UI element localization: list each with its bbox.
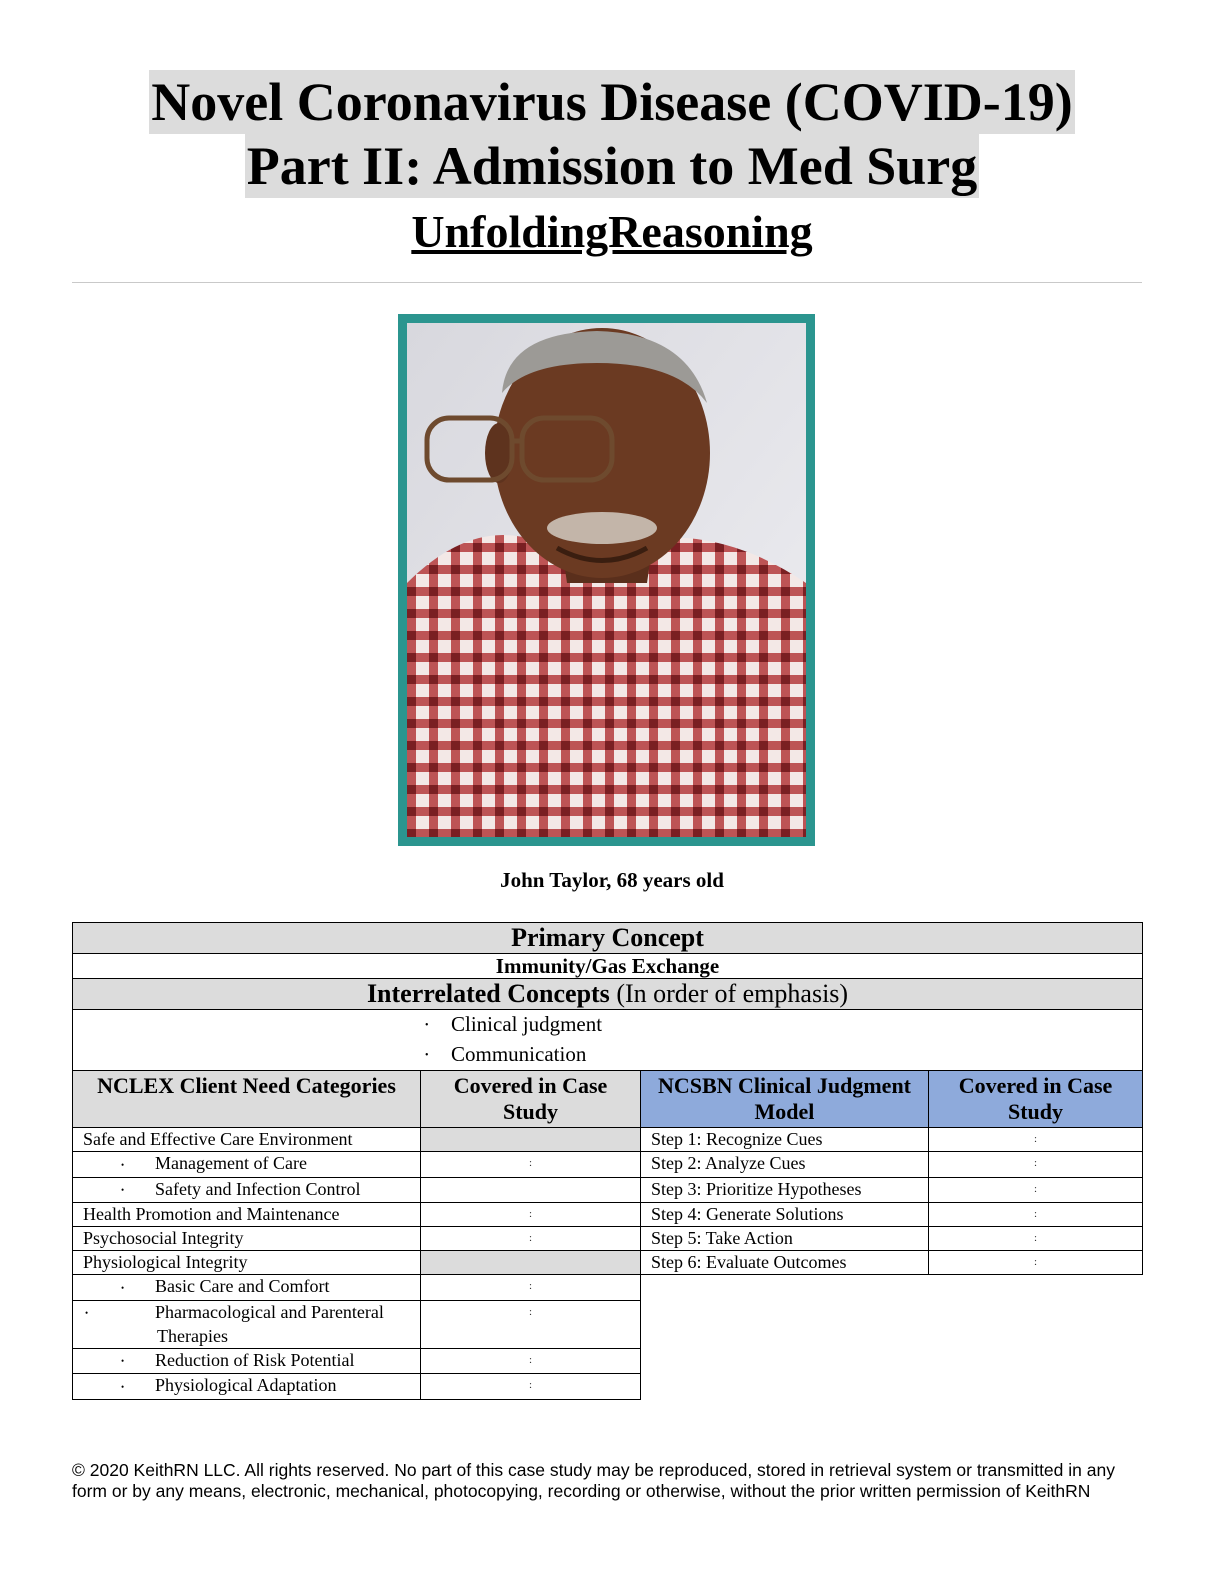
nclex-subcategory: • Pharmacological and Parenteral Therapies <box>73 1300 421 1348</box>
concepts-table <box>72 922 1143 1400</box>
table-row <box>73 1177 1143 1202</box>
copyright-footer: © 2020 KeithRN LLC. All rights reserved. No part of this case study may be reproduced, stored in retrieval system or transmitted in any form or by any means, electronic, mechanical, photocopying, recording or otherwise, without the prior written permission of KeithRN <box>72 1460 1115 1501</box>
coverage-mark: : <box>421 1348 641 1373</box>
interrelated-concepts-header <box>73 979 1143 1010</box>
list-item: • Clinical judgment <box>425 1010 1132 1040</box>
coverage-mark: : <box>929 1128 1143 1152</box>
list-item: • Communication <box>425 1040 1132 1070</box>
coverage-mark <box>421 1128 641 1152</box>
covered-column-header-1: Covered in Case Study <box>421 1071 641 1128</box>
document-title <box>0 70 1224 260</box>
table-row <box>73 1275 1143 1300</box>
coverage-mark: : <box>421 1227 641 1251</box>
coverage-mark: : <box>929 1251 1143 1275</box>
table-row <box>73 1227 1143 1251</box>
coverage-mark: : <box>929 1177 1143 1202</box>
ncsbn-column-header: NCSBN Clinical Judgment Model <box>641 1071 929 1128</box>
coverage-mark: : <box>929 1152 1143 1177</box>
coverage-mark: : <box>421 1275 641 1300</box>
nclex-subcategory: • Reduction of Risk Potential <box>73 1348 421 1373</box>
nclex-subcategory: • Physiological Adaptation <box>73 1374 421 1399</box>
photo-caption: John Taylor, 68 years old <box>500 868 724 892</box>
nclex-subcategory: • Management of Care <box>73 1152 421 1177</box>
table-row <box>73 1300 1143 1348</box>
table-row <box>73 1203 1143 1227</box>
nclex-subcategory: • Basic Care and Comfort <box>73 1275 421 1300</box>
primary-concept-value: Immunity/Gas Exchange <box>73 954 1143 979</box>
horizontal-divider <box>72 282 1142 283</box>
coverage-mark: : <box>929 1203 1143 1227</box>
coverage-mark <box>421 1251 641 1275</box>
coverage-mark: : <box>421 1374 641 1399</box>
coverage-mark: : <box>421 1152 641 1177</box>
ncsbn-step: Step 6: Evaluate Outcomes <box>641 1251 929 1275</box>
nclex-category: Physiological Integrity <box>73 1251 421 1275</box>
coverage-mark: : <box>421 1203 641 1227</box>
coverage-mark: : <box>421 1300 641 1348</box>
ncsbn-step: Step 2: Analyze Cues <box>641 1152 929 1177</box>
document-subtitle: UnfoldingReasoning <box>411 206 813 257</box>
nclex-subcategory: • Safety and Infection Control <box>73 1177 421 1202</box>
primary-concept-header: Primary Concept <box>73 923 1143 954</box>
title-line-2: Part II: Admission to Med Surg <box>246 136 978 196</box>
table-row <box>73 1128 1143 1152</box>
table-row <box>73 1374 1143 1399</box>
ncsbn-step: Step 5: Take Action <box>641 1227 929 1251</box>
covered-column-header-2: Covered in Case Study <box>929 1071 1143 1128</box>
table-row <box>73 1251 1143 1275</box>
table-row <box>73 1152 1143 1177</box>
nclex-category: Psychosocial Integrity <box>73 1227 421 1251</box>
nclex-category: Health Promotion and Maintenance <box>73 1203 421 1227</box>
patient-photo <box>398 314 815 846</box>
coverage-mark: : <box>929 1227 1143 1251</box>
interrelated-note: (In order of emphasis) <box>616 979 849 1008</box>
patient-portrait-illustration <box>407 323 806 837</box>
nclex-category: Safe and Effective Care Environment <box>73 1128 421 1152</box>
ncsbn-step: Step 3: Prioritize Hypotheses <box>641 1177 929 1202</box>
table-row <box>73 1348 1143 1373</box>
coverage-mark <box>421 1177 641 1202</box>
nclex-column-header: NCLEX Client Need Categories <box>73 1071 421 1128</box>
interrelated-concepts-list <box>73 1010 1143 1071</box>
interrelated-title: Interrelated Concepts <box>366 979 610 1008</box>
ncsbn-step: Step 4: Generate Solutions <box>641 1203 929 1227</box>
title-line-1: Novel Coronavirus Disease (COVID-19) <box>151 72 1073 132</box>
ncsbn-step: Step 1: Recognize Cues <box>641 1128 929 1152</box>
